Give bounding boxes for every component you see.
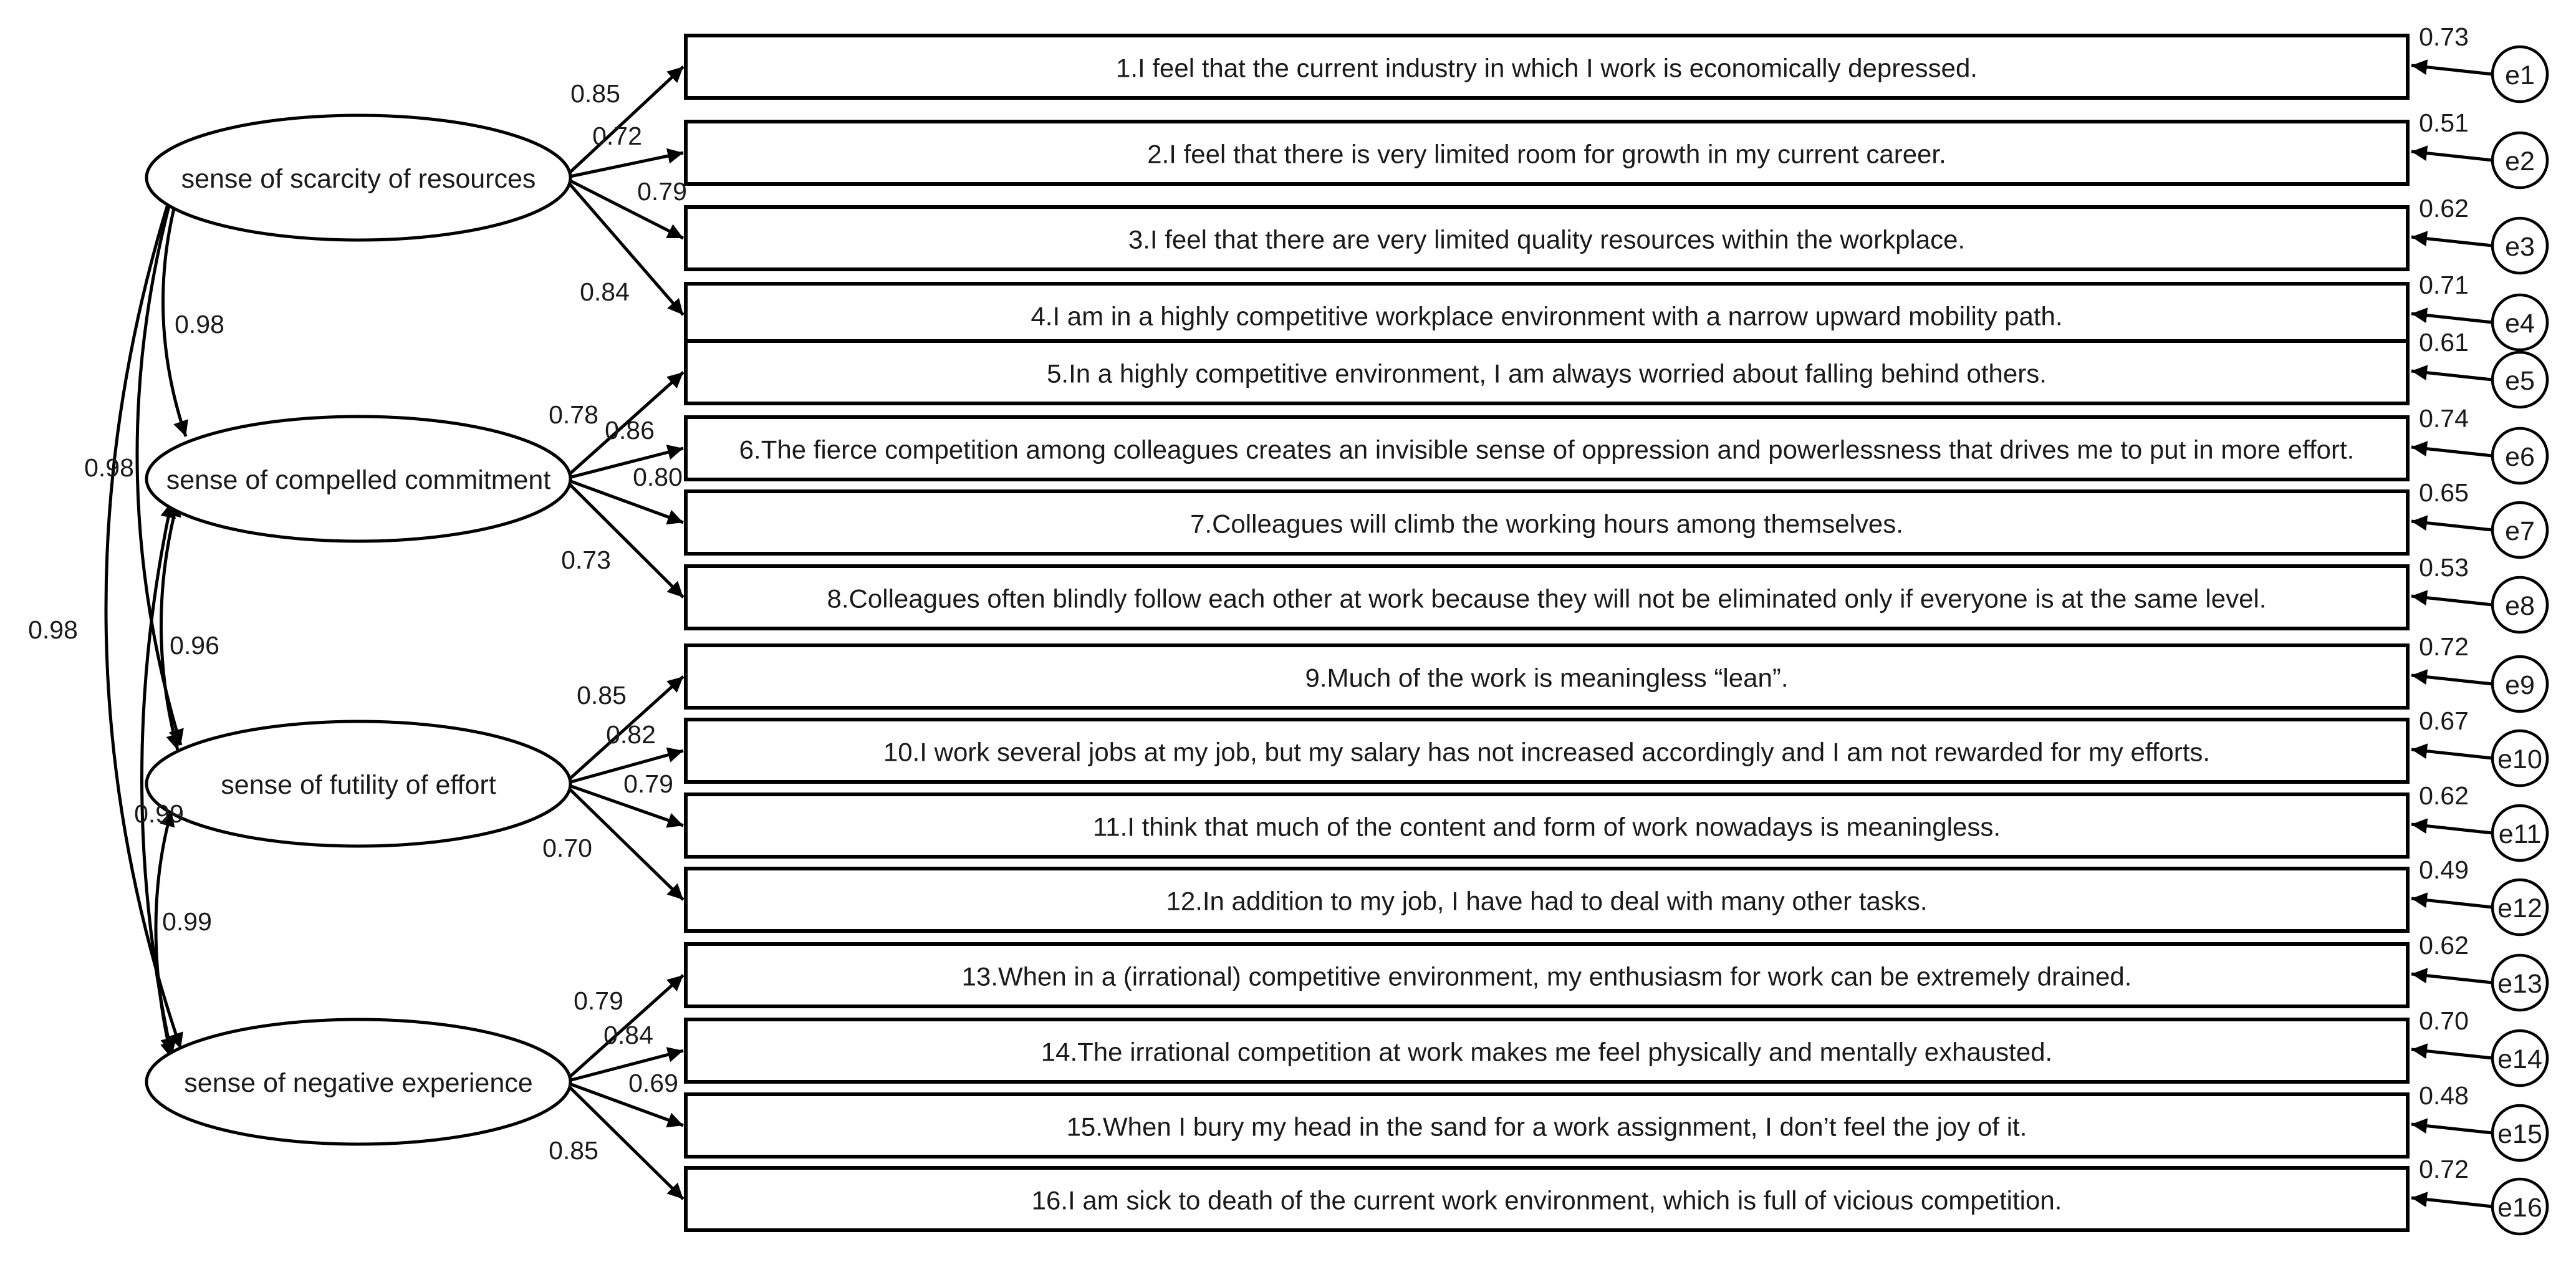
error-term-label: e2 xyxy=(2505,147,2535,176)
loading-label: 0.84 xyxy=(603,1021,653,1049)
indicator-text: 2.I feel that there is very limited room for growth in my current career. xyxy=(1147,139,1946,169)
covariance-label: 0.99 xyxy=(134,799,184,828)
r-squared-label: 0.72 xyxy=(2419,1155,2469,1183)
r-squared-label: 0.62 xyxy=(2419,194,2469,223)
r-squared-label: 0.72 xyxy=(2419,632,2469,661)
indicator-boxes xyxy=(686,36,2408,1230)
r-squared-label: 0.62 xyxy=(2419,781,2469,810)
error-arrow xyxy=(2411,1124,2492,1133)
indicator-text: 8.Colleagues often blindly follow each other at work because they will not be eliminated only if everyone is at the same level. xyxy=(827,584,2267,614)
latent-label: sense of compelled commitment xyxy=(166,465,551,495)
error-arrow xyxy=(2411,1198,2492,1207)
error-term-label: e13 xyxy=(2497,969,2542,999)
r-squared-label: 0.74 xyxy=(2419,404,2469,433)
loading-arrow xyxy=(564,479,683,597)
error-term-label: e4 xyxy=(2505,309,2535,339)
latent-label: sense of futility of effort xyxy=(221,770,496,800)
error-term-label: e3 xyxy=(2505,232,2535,262)
r-squared-label: 0.51 xyxy=(2419,108,2469,137)
error-term-label: e1 xyxy=(2505,60,2535,90)
error-arrow xyxy=(2411,824,2492,833)
error-arrow xyxy=(2411,596,2492,605)
loading-label: 0.85 xyxy=(549,1136,598,1165)
loading-label: 0.69 xyxy=(628,1069,678,1097)
error-term-label: e8 xyxy=(2505,591,2535,621)
indicator-text: 12.In addition to my job, I have had to deal with many other tasks. xyxy=(1166,886,1928,916)
r-squared-label: 0.71 xyxy=(2419,271,2469,299)
loading-label: 0.72 xyxy=(592,122,642,150)
loading-label: 0.70 xyxy=(542,834,592,862)
r-squared-label: 0.70 xyxy=(2419,1006,2469,1035)
covariance-label: 0.99 xyxy=(162,907,212,936)
latent-label: sense of negative experience xyxy=(184,1068,533,1098)
indicator-text: 10.I work several jobs at my job, but my salary has not increased accordingly and I am not rewarded for my efforts. xyxy=(883,737,2211,767)
indicator-text: 15.When I bury my head in the sand for a work assignment, I don’t feel the joy of it. xyxy=(1066,1112,2027,1142)
error-arrow xyxy=(2411,314,2492,322)
loading-label: 0.78 xyxy=(549,400,598,429)
error-term-label: e16 xyxy=(2497,1193,2542,1223)
loading-arrow xyxy=(564,153,683,178)
loading-label: 0.79 xyxy=(623,769,673,798)
indicator-text: 4.I am in a highly competitive workplace environment with a narrow upward mobility path. xyxy=(1031,301,2063,331)
loading-label: 0.82 xyxy=(606,720,656,749)
error-arrow xyxy=(2411,65,2492,74)
covariance-label: 0.98 xyxy=(28,615,78,644)
loading-label: 0.79 xyxy=(574,986,623,1015)
error-arrow xyxy=(2411,749,2492,758)
covariance-label: 0.96 xyxy=(170,631,219,660)
error-arrow xyxy=(2411,675,2492,684)
indicator-text: 1.I feel that the current industry in which I work is economically depressed. xyxy=(1116,53,1978,83)
r-squared-label: 0.62 xyxy=(2419,931,2469,960)
r-squared-label: 0.65 xyxy=(2419,478,2469,507)
r-squared-label: 0.73 xyxy=(2419,22,2469,51)
latent-variables xyxy=(147,115,570,1144)
covariance-label: 0.98 xyxy=(175,310,224,339)
loading-label: 0.80 xyxy=(633,463,683,491)
error-term-label: e10 xyxy=(2497,744,2542,774)
error-term-label: e6 xyxy=(2505,442,2535,472)
indicator-text: 7.Colleagues will climb the working hours among themselves. xyxy=(1190,509,1903,539)
error-term-label: e11 xyxy=(2498,819,2542,849)
error-term-label: e7 xyxy=(2505,516,2535,546)
error-arrow xyxy=(2411,152,2492,160)
error-term-label: e15 xyxy=(2497,1119,2542,1149)
error-term-label: e12 xyxy=(2497,894,2542,923)
r-squared-label: 0.48 xyxy=(2419,1081,2469,1110)
error-arrow xyxy=(2411,974,2492,983)
error-arrow xyxy=(2411,1049,2492,1058)
error-arrow xyxy=(2411,898,2492,907)
error-arrow xyxy=(2411,447,2492,456)
indicator-text: 13.When in a (irrational) competitive environment, my enthusiasm for work can be extremely drained. xyxy=(961,961,2132,991)
indicator-text: 3.I feel that there are very limited quality resources within the workplace. xyxy=(1128,224,1966,254)
loading-label: 0.73 xyxy=(561,546,611,574)
indicator-text: 5.In a highly competitive environment, I am always worried about falling behind others. xyxy=(1047,359,2047,388)
loading-label: 0.86 xyxy=(605,416,655,445)
indicator-text: 16.I am sick to death of the current work environment, which is full of vicious competition. xyxy=(1031,1185,2062,1215)
r-squared-label: 0.49 xyxy=(2419,855,2469,884)
loading-label: 0.79 xyxy=(637,177,687,206)
indicator-text: 6.The fierce competition among colleagues creates an invisible sense of oppression and powerlessness that drives me to put in more effort. xyxy=(739,435,2355,465)
indicator-text: 9.Much of the work is meaningless “lean”. xyxy=(1305,663,1789,693)
loading-label: 0.84 xyxy=(580,277,630,306)
error-term-label: e9 xyxy=(2505,670,2535,700)
loading-label: 0.85 xyxy=(570,79,620,108)
r-squared-label: 0.53 xyxy=(2419,553,2469,582)
indicator-text: 11.I think that much of the content and form of work nowadays is meaningless. xyxy=(1093,812,2001,842)
error-term-label: e14 xyxy=(2497,1044,2542,1074)
error-arrow xyxy=(2411,237,2492,246)
indicator-text: 14.The irrational competition at work makes me feel physically and mentally exhausted. xyxy=(1040,1037,2053,1067)
covariance-label: 0.98 xyxy=(84,453,134,482)
loading-label: 0.85 xyxy=(577,681,627,710)
error-term-label: e5 xyxy=(2505,366,2535,396)
r-squared-label: 0.67 xyxy=(2419,706,2469,735)
r-squared-label: 0.61 xyxy=(2419,328,2469,357)
error-arrow xyxy=(2411,521,2492,530)
latent-label: sense of scarcity of resources xyxy=(181,164,536,194)
error-arrow xyxy=(2411,371,2492,380)
